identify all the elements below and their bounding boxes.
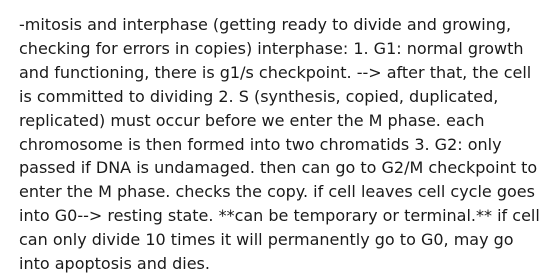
note-line: checking for errors in copies) interphase: 1. G1: normal growth [19, 38, 524, 58]
note-line: and functioning, there is g1/s checkpoint. --> after that, the cell [19, 62, 532, 82]
note-text [19, 13, 549, 276]
note-line: passed if DNA is undamaged. then can go to G2/M checkpoint to [19, 158, 538, 178]
note-line: is committed to dividing 2. S (synthesis, copied, duplicated, [19, 86, 499, 106]
note-line: into G0--> resting state. **can be temporary or terminal.** if cell [19, 206, 540, 226]
note-line: enter the M phase. checks the copy. if cell leaves cell cycle goes [19, 182, 535, 202]
note-line: chromosome is then formed into two chromatids 3. G2: only [19, 134, 502, 154]
note-line: replicated) must occur before we enter the M phase. each [19, 110, 485, 130]
note-line: into apoptosis and dies. [19, 254, 210, 274]
note-line: can only divide 10 times it will permanently go to G0, may go [19, 230, 514, 250]
note-line: -mitosis and interphase (getting ready to divide and growing, [19, 15, 512, 34]
